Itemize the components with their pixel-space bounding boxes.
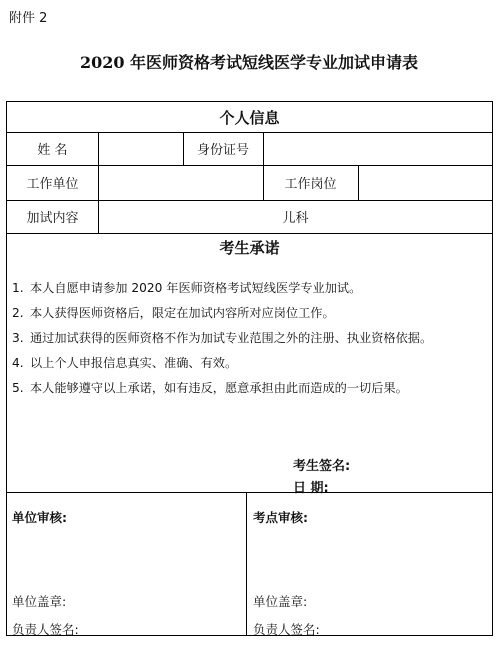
- divider: [246, 492, 247, 636]
- work-unit-label: 工作单位: [26, 177, 79, 192]
- exam-content-value: 儿科: [282, 211, 309, 226]
- exam-content-label: 加试内容: [26, 211, 79, 226]
- pledge-title: 考生承诺: [219, 239, 280, 257]
- attachment-label: 附件 2: [9, 11, 48, 26]
- work-post-field[interactable]: [359, 165, 492, 200]
- divider: [7, 233, 492, 234]
- work-unit-field[interactable]: [99, 165, 263, 200]
- work-post-label: 工作岗位: [284, 177, 337, 192]
- name-field[interactable]: [99, 132, 183, 165]
- id-number-label: 身份证号: [196, 143, 249, 158]
- date-label: 日 期:: [293, 481, 329, 496]
- divider: [7, 492, 492, 493]
- application-form: [6, 101, 493, 636]
- list-item: 1. 本人自愿申请参加 2020 年医师资格考试短线医学专业加试。: [12, 281, 362, 295]
- candidate-signature-label: 考生签名:: [293, 459, 351, 474]
- list-item: 3. 通过加试获得的医师资格不作为加试专业范围之外的注册、执业资格依据。: [12, 331, 433, 345]
- list-item: 5. 本人能够遵守以上承诺，如有违反，愿意承担由此而造成的一切后果。: [12, 381, 408, 395]
- list-item: 4. 以上个人申报信息真实、准确、有效。: [12, 356, 238, 370]
- unit-seal-label: 单位盖章:: [12, 594, 67, 609]
- page-title: 2020 年医师资格考试短线医学专业加试申请表: [79, 53, 419, 72]
- pledge-list: [12, 280, 488, 405]
- unit-responsible-signature-label: 负责人签名:: [12, 622, 79, 637]
- exam-site-seal-label: 单位盖章:: [253, 594, 308, 609]
- id-number-field[interactable]: [264, 132, 492, 165]
- list-item: 2. 本人获得医师资格后，限定在加试内容所对应岗位工作。: [12, 306, 335, 320]
- name-label: 姓 名: [37, 143, 68, 158]
- exam-site-review-title: 考点审核:: [253, 510, 308, 525]
- exam-site-responsible-signature-label: 负责人签名:: [253, 622, 320, 637]
- unit-review-title: 单位审核:: [12, 510, 67, 525]
- personal-info-title: 个人信息: [219, 108, 280, 127]
